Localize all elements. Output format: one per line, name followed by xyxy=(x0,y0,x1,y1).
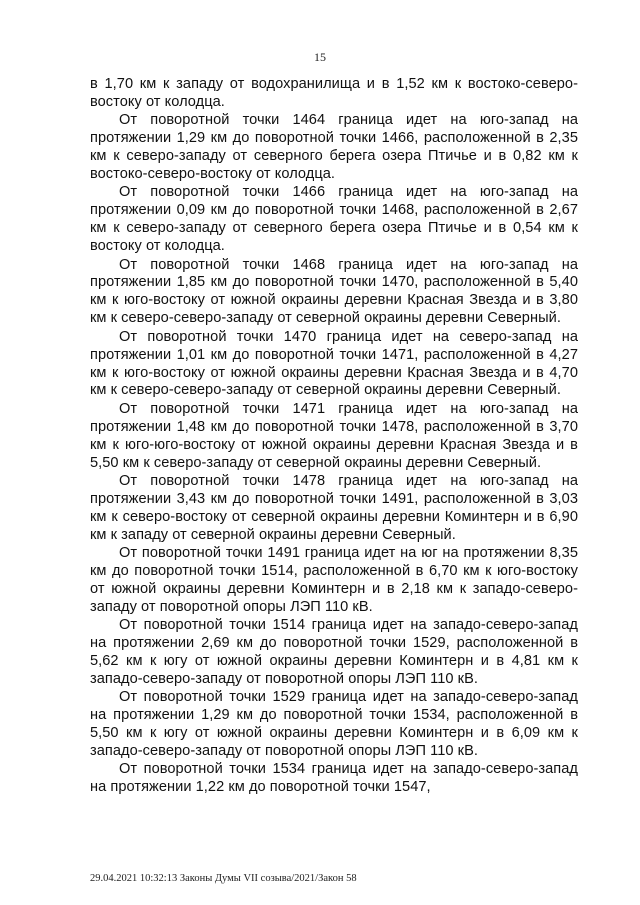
margin-stamp xyxy=(612,560,620,880)
paragraph: От поворотной точки 1529 граница идет на западо-северо-запад на протяжении 1,29 км до поворотной точки 1534, расположенной в 5,50 км к югу от южной окраины деревни Коминтерн и в 6,09 км к западо-северо-западу от поворотной опоры ЛЭП 110 кВ. xyxy=(90,689,578,760)
paragraph: От поворотной точки 1491 граница идет на юг на протяжении 8,35 км до поворотной точки 1514, расположенной в 6,70 км к юго-востоку от южной окраины деревни Коминтерн и в 2,18 км к западо-северо-западу от поворотной опоры ЛЭП 110 кВ. xyxy=(90,545,578,615)
paragraph: От поворотной точки 1468 граница идет на юго-запад на протяжении 1,85 км до поворотной точки 1470, расположенной в 5,40 км к юго-востоку от южной окраины деревни Красная Звезда и в 3,80 км к северо-северо-западу от северной окраины деревни Северный. xyxy=(90,256,578,327)
paragraph: в 1,70 км к западу от водохранилища и в 1,52 км к востоко-северо-востоку от колодца. xyxy=(90,76,578,110)
paragraph: От поворотной точки 1464 граница идет на юго-запад на протяжении 1,29 км до поворотной точки 1466, расположенной в 2,35 км к северо-западу от северного берега озера Птичье и в 0,82 км к востоко-северо-востоку от колодца. xyxy=(90,112,578,183)
paragraph: От поворотной точки 1534 граница идет на западо-северо-запад на протяжении 1,22 км до поворотной точки 1547, xyxy=(90,761,578,796)
document-body xyxy=(90,76,578,797)
paragraph: От поворотной точки 1514 граница идет на западо-северо-запад на протяжении 2,69 км до поворотной точки 1529, расположенной в 5,62 км к югу от южной окраины деревни Коминтерн и в 4,81 км к западо-северо-западу от поворотной опоры ЛЭП 110 кВ. xyxy=(90,617,578,687)
page-number: 15 xyxy=(314,50,326,64)
paragraph: От поворотной точки 1478 граница идет на юго-запад на протяжении 3,43 км до поворотной точки 1491, расположенной в 3,03 км к северо-востоку от северной окраины деревни Коминтерн и в 6,90 км к западу от северной окраины деревни Северный. xyxy=(90,472,578,543)
paragraph: От поворотной точки 1471 граница идет на юго-запад на протяжении 1,48 км до поворотной точки 1478, расположенной в 3,70 км к юго-юго-востоку от южной окраины деревни Красная Звезда и в 5,50 км к северо-западу от северной окраины деревни Северный. xyxy=(90,400,578,471)
document-footer: 29.04.2021 10:32:13 Законы Думы VII созыва/2021/Закон 58 xyxy=(90,873,357,884)
paragraph: От поворотной точки 1466 граница идет на юго-запад на протяжении 0,09 км до поворотной точки 1468, расположенной в 2,67 км к северо-западу от северного берега озера Птичье и в 0,54 км к востоку от колодца. xyxy=(90,184,578,255)
paragraph: От поворотной точки 1470 граница идет на северо-запад на протяжении 1,01 км до поворотной точки 1471, расположенной в 4,27 км к юго-востоку от южной окраины деревни Красная Звезда и в 4,70 км к северо-северо-западу от северной окраины деревни Северный. xyxy=(90,328,578,399)
